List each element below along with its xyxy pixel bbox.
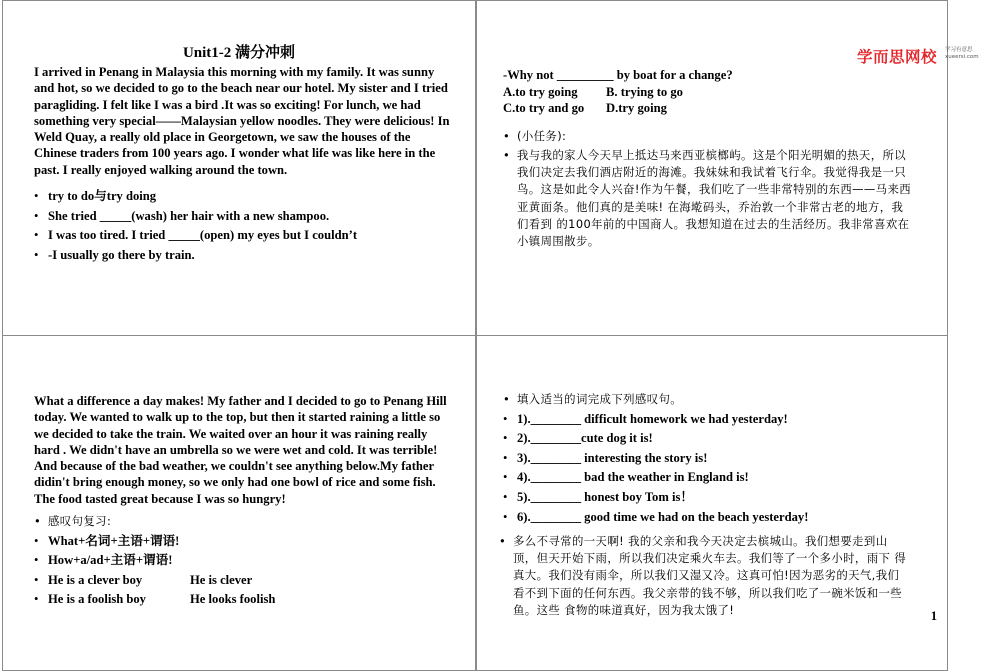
logo-brand: 学而思网校 <box>856 48 937 66</box>
reading-passage-2: What a difference a day makes! My father and I decided to go to Penang Hill today. We wanted to walk up to the top, but then it started raining a little so we decided to take the train. We waited over an hour it was raining really hard . We didn't have an umbrella so we were wet and cold. It was terrible! And because of the bad weather, we couldn't see anything below.My father didin't bring enough money, so we only had one bowl of rice and some fish. The food tasted great because I was so hungry! <box>34 394 447 506</box>
rule-what: • What+名词+主语+谓语! <box>34 532 464 552</box>
exercise-instruction: • 填入适当的词完成下列感叹句。 <box>503 390 923 410</box>
list-item: • -I usually go there by train. <box>34 246 464 266</box>
slide-panel-3 <box>2 335 476 671</box>
option-a: A.to try going <box>503 84 578 99</box>
review-label: • 感叹句复习: <box>34 512 464 532</box>
xueersi-logo <box>856 45 979 67</box>
option-d: D.try going <box>606 101 667 115</box>
exercise-list <box>503 390 923 527</box>
page-title: Unit1-2 满分冲刺 <box>182 45 296 61</box>
exercise-item: • 1).________ difficult homework we had yesterday! <box>503 410 923 430</box>
logo-tagline: 学习有意思 xueersi.com <box>944 47 979 60</box>
reading-passage: I arrived in Penang in Malaysia this morning with my family. It was sunny and hot, so we decided to go to the beach near our hotel. My sister and I tried paragliding. I felt like I was a bird .It was so exciting! For lunch, we had something very special——Malaysian yellow noodles. They were delicious! In Weld Quay, a really old place in Georgetown, we saw the houses of the Chinese traders from 100 years ago. I wonder what life was like here in the past. I really enjoyed walking around the town. <box>34 65 450 177</box>
page-number: 1 <box>930 609 937 623</box>
exercise-item: • 5).________ honest boy Tom is！ <box>503 488 923 508</box>
exercise-item: • 3).________ interesting the story is! <box>503 449 923 469</box>
slide-panel-2 <box>476 0 979 336</box>
exercise-item: • 2).________cute dog it is! <box>503 429 923 449</box>
task-list <box>503 125 913 250</box>
question-text: -Why not _________ by boat for a change? <box>503 68 733 82</box>
exercise-item: • 6).________ good time we had on the beach yesterday! <box>503 508 923 528</box>
exclamation-review-list <box>34 512 464 610</box>
option-c: C.to try and go <box>503 101 585 115</box>
list-item: • try to do与try doing <box>34 187 464 207</box>
translation-text-2: • 多么不寻常的一天啊! 我的父亲和我今天决定去槟城山。我们想要走到山顶，但天开始下雨，所以我们决定乘火车去。我们等了一个多小时，雨下 得真大。我们没有雨伞，所以我们又湿又冷。这真可怕!因为恶劣的天气,我们看不到下面的任何东西。我父亲带的钱不够，所以我们吃了一碗米饭和一些鱼。这些 食物的味道真好，因为我太饿了! <box>499 533 911 619</box>
list-item: • I was too tired. I tried _____(open) my eyes but I couldn’t <box>34 226 464 246</box>
bullet-list <box>34 187 464 265</box>
example-row: • He is a foolish boy He looks foolish <box>34 590 464 610</box>
translation-list <box>499 533 911 619</box>
list-item: • She tried _____(wash) her hair with a new shampoo. <box>34 207 464 227</box>
translation-text: • 我与我的家人今天早上抵达马来西亚槟榔屿。这是个阳光明媚的热天，所以我们决定去我们酒店附近的海滩。我妹妹和我试着飞行伞。我觉得我是一只鸟。这是如此令人兴奋!作为午餐，我们吃了一些非常特别的东西——马来西亚黄面条。他们真的是美味! 在海墘码头，乔治敦一个非常古老的地方，我们看到 的100年前的中国商人。我想知道在过去的生活经历。我非常喜欢在小镇周围散步。 <box>503 147 913 250</box>
task-label: • (小任务): <box>503 125 913 147</box>
exercise-item: • 4).________ bad the weather in England is! <box>503 468 923 488</box>
option-b: B. trying to go <box>606 84 683 99</box>
example-row: • He is a clever boy He is clever <box>34 571 464 591</box>
slide-panel-4 <box>476 335 948 671</box>
slide-panel-1 <box>2 0 476 336</box>
rule-how: • How+a/ad+主语+谓语! <box>34 551 464 571</box>
question-block <box>503 67 923 117</box>
